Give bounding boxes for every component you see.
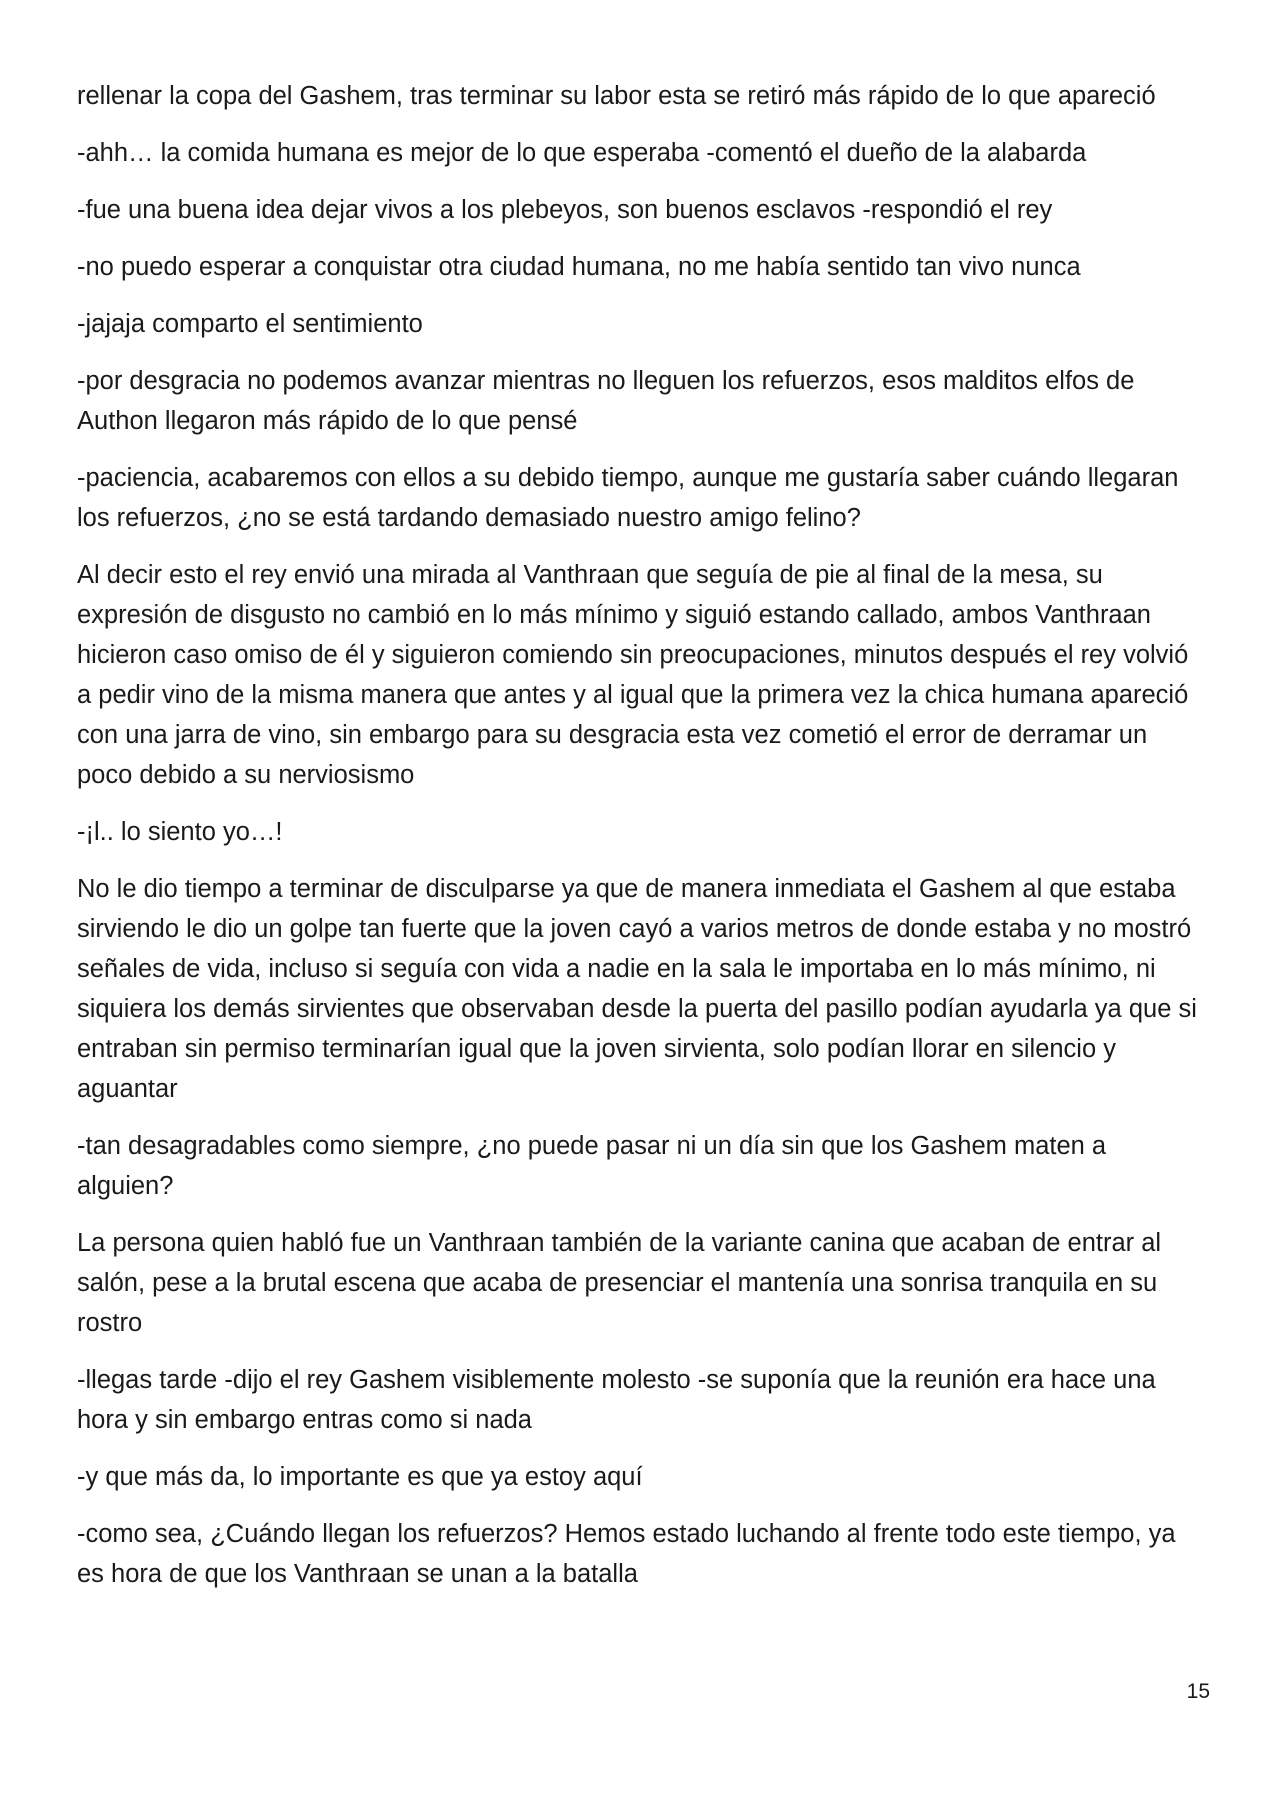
paragraph: -y que más da, lo importante es que ya estoy aquí: [77, 1463, 643, 1491]
paragraph: -por desgracia no podemos avanzar mientras no lleguen los refuerzos, esos malditos elfos de Authon llegaron más rápido de lo que pensé: [77, 367, 1135, 435]
paragraph: -no puedo esperar a conquistar otra ciudad humana, no me había sentido tan vivo nunca: [77, 253, 1081, 281]
paragraph: -¡l.. lo siento yo…!: [77, 818, 283, 846]
paragraph: La persona quien habló fue un Vanthraan también de la variante canina que acaban de entrar al salón, pese a la brutal escena que acaba de presenciar el mantenía una sonrisa tranquila en su rostro: [77, 1229, 1162, 1337]
paragraph: -como sea, ¿Cuándo llegan los refuerzos? Hemos estado luchando al frente todo este tiempo, ya es hora de que los Vanthraan se unan a la batalla: [77, 1520, 1176, 1588]
paragraph: rellenar la copa del Gashem, tras terminar su labor esta se retiró más rápido de lo que apareció: [77, 82, 1156, 110]
paragraph: -fue una buena idea dejar vivos a los plebeyos, son buenos esclavos -respondió el rey: [77, 196, 1053, 224]
paragraph: -tan desagradables como siempre, ¿no puede pasar ni un día sin que los Gashem maten a alguien?: [77, 1132, 1107, 1200]
paragraph: -jajaja comparto el sentimiento: [77, 310, 423, 338]
page-body: [77, 76, 1203, 1611]
paragraph: -llegas tarde -dijo el rey Gashem visiblemente molesto -se suponía que la reunión era hace una hora y sin embargo entras como si nada: [77, 1366, 1156, 1434]
page-number: 15: [1186, 1680, 1210, 1703]
paragraph: No le dio tiempo a terminar de disculparse ya que de manera inmediata el Gashem al que estaba sirviendo le dio un golpe tan fuerte que la joven cayó a varios metros de donde estaba y no mostró señales de vida, incluso si seguía con vida a nadie en la sala le importaba en lo más mínimo, ni siquiera los demás sirvientes que observaban desde la puerta del pasillo podían ayudarla ya que si entraban sin permiso terminarían igual que la joven sirvienta, solo podían llorar en silencio y aguantar: [77, 875, 1197, 1103]
paragraph: Al decir esto el rey envió una mirada al Vanthraan que seguía de pie al final de la mesa, su expresión de disgusto no cambió en lo más mínimo y siguió estando callado, ambos Vanthraan hicieron caso omiso de él y siguieron comiendo sin preocupaciones, minutos después el rey volvió a pedir vino de la misma manera que antes y al igual que la primera vez la chica humana apareció con una jarra de vino, sin embargo para su desgracia esta vez cometió el error de derramar un poco debido a su nerviosismo: [77, 561, 1189, 789]
paragraph: -paciencia, acabaremos con ellos a su debido tiempo, aunque me gustaría saber cuándo llegaran los refuerzos, ¿no se está tardando demasiado nuestro amigo felino?: [77, 464, 1179, 532]
paragraph: -ahh… la comida humana es mejor de lo que esperaba -comentó el dueño de la alabarda: [77, 139, 1087, 167]
